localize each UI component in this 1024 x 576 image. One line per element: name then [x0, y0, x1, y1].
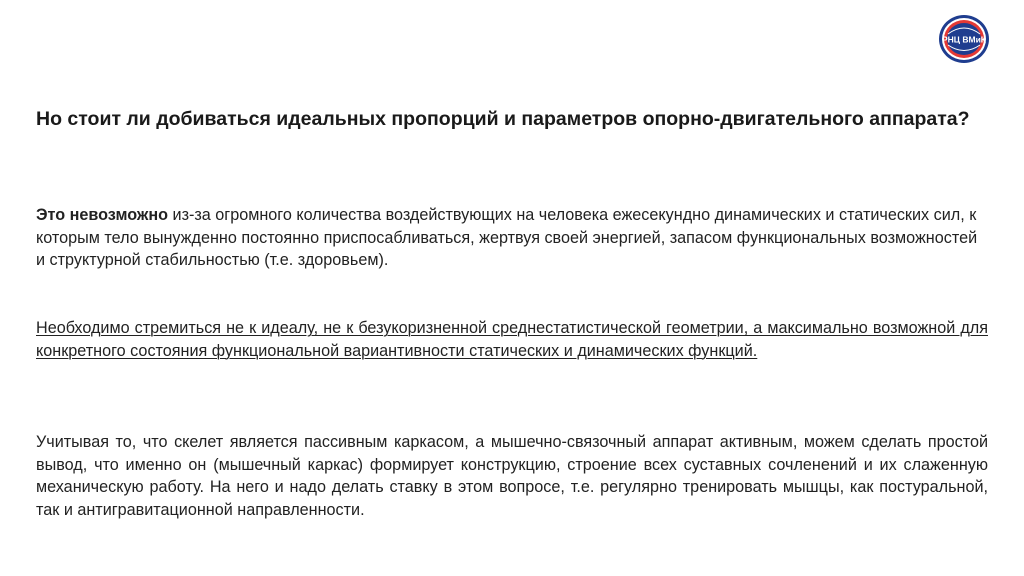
paragraph-impossible	[36, 204, 988, 272]
slide-heading: Но стоит ли добиваться идеальных пропорций и параметров опорно-двигательного аппарата?	[36, 108, 970, 130]
organization-logo	[938, 14, 990, 64]
paragraph-goal: Необходимо стремиться не к идеалу, не к безукоризненной среднестатистической геометрии, а максимально возможной для конкретного состояния функциональной вариантивности статических и динамических функций.	[36, 319, 988, 360]
paragraph-conclusion: Учитывая то, что скелет является пассивным каркасом, а мышечно-связочный аппарат активным, можем сделать простой вывод, что именно он (мышечный каркас) формирует конструкцию, строение всех суставных сочленений и их слаженную механическую работу. На него и надо делать ставку в этом вопросе, т.е. регулярно тренировать мышцы, как постуральной, так и антигравитационной направленности.	[36, 433, 988, 519]
logo-emblem	[938, 14, 990, 64]
paragraph-body: из-за огромного количества воздействующих на человека ежесекундно динамических и статических сил, к которым тело вынужденно постоянно приспосабливаться, жертвуя своей энергией, запасом функциональных возможностей и структурной стабильностью (т.е. здоровьем).	[36, 206, 978, 269]
logo-text: РНЦ ВМиК	[941, 34, 987, 45]
paragraph-lead: Это невозможно	[36, 206, 169, 224]
